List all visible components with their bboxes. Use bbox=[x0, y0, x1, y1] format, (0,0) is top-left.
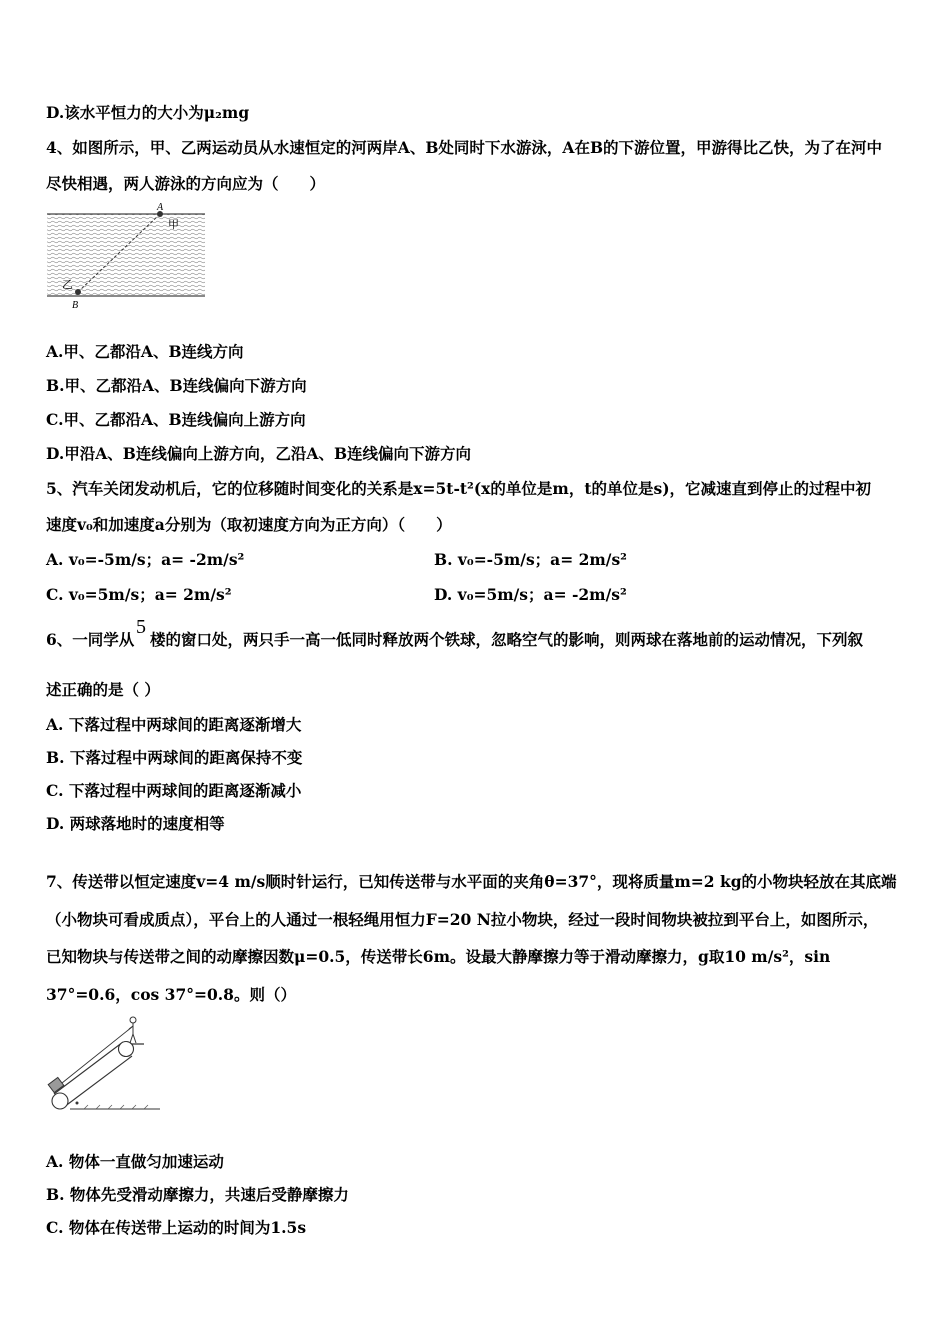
point-b-label: B bbox=[72, 300, 79, 311]
q6-floor-number: 5 bbox=[136, 616, 146, 638]
q4-option-b: B.甲、乙都沿A、B连线偏向下游方向 bbox=[46, 376, 307, 395]
q7-option-c: C. 物体在传送带上运动的时间为1.5s bbox=[46, 1218, 307, 1237]
yi-label: 乙 bbox=[62, 278, 73, 291]
q7-stem-line2: （小物块可看成质点），平台上的人通过一根轻绳用恒力F=20 N拉小物块，经过一段时间物块被拉到平台上，如图所示， bbox=[46, 910, 879, 929]
q3-option-d: D.该水平恒力的大小为μ₂mg bbox=[46, 103, 250, 122]
point-a-label: A bbox=[157, 202, 164, 213]
q4-option-c: C.甲、乙都沿A、B连线偏向上游方向 bbox=[46, 410, 306, 429]
q7-option-a: A. 物体一直做匀加速运动 bbox=[46, 1152, 224, 1171]
small-block bbox=[48, 1077, 64, 1092]
belt-top-strand bbox=[54, 1042, 123, 1094]
q4-stem-line1: 4、如图所示，甲、乙两运动员从水速恒定的河两岸A、B处同时下水游泳，A在B的下游位置，甲游得比乙快，为了在河中 bbox=[46, 138, 883, 157]
conveyor-figure bbox=[44, 1012, 164, 1114]
river-figure bbox=[44, 200, 209, 312]
q6-stem-line1-a: 6、一同学从 bbox=[46, 630, 135, 649]
q7-stem-line1: 7、传送带以恒定速度v=4 m/s顺时针运行，已知传送带与水平面的夹角θ=37°，现将质量m=2 kg的小物块轻放在其底端 bbox=[46, 872, 897, 891]
q4-stem-line2: 尽快相遇，两人游泳的方向应为（ ） bbox=[46, 174, 326, 193]
axle-dot bbox=[76, 1102, 79, 1105]
q4-option-a: A.甲、乙都沿A、B连线方向 bbox=[46, 342, 244, 361]
q5-option-a: A. v₀=-5m/s；a= -2m/s² bbox=[46, 550, 245, 569]
person-on-platform bbox=[129, 1017, 136, 1043]
q5-option-d: D. v₀=5m/s；a= -2m/s² bbox=[434, 585, 627, 604]
q6-option-d: D. 两球落地时的速度相等 bbox=[46, 814, 225, 833]
q5-stem-line2: 速度v₀和加速度a分别为（取初速度方向为正方向）（ ） bbox=[46, 515, 452, 534]
q7-stem-line3: 已知物块与传送带之间的动摩擦因数μ=0.5，传送带长6m。设最大静摩擦力等于滑动摩擦力，g取10 m/s²，sin bbox=[46, 947, 831, 966]
top-pulley bbox=[119, 1042, 134, 1057]
q5-option-c: C. v₀=5m/s；a= 2m/s² bbox=[46, 585, 232, 604]
q6-option-a: A. 下落过程中两球间的距离逐渐增大 bbox=[46, 715, 302, 734]
ground-hatching bbox=[84, 1105, 148, 1109]
q6-option-b: B. 下落过程中两球间的距离保持不变 bbox=[46, 748, 303, 767]
q7-option-b: B. 物体先受滑动摩擦力，共速后受静摩擦力 bbox=[46, 1185, 349, 1204]
q6-stem-line2: 述正确的是（ ） bbox=[46, 680, 160, 699]
q6-stem-line1-b: 楼的窗口处，两只手一高一低同时释放两个铁球，忽略空气的影响，则两球在落地前的运动情况，下列叙 bbox=[150, 630, 864, 649]
q5-option-b: B. v₀=-5m/s；a= 2m/s² bbox=[434, 550, 627, 569]
bottom-pulley bbox=[52, 1093, 68, 1109]
q6-option-c: C. 下落过程中两球间的距离逐渐减小 bbox=[46, 781, 302, 800]
q7-stem-line4: 37°=0.6，cos 37°=0.8。则（） bbox=[46, 985, 296, 1004]
belt-bottom-strand bbox=[64, 1056, 132, 1107]
q4-option-d: D.甲沿A、B连线偏向上游方向，乙沿A、B连线偏向下游方向 bbox=[46, 444, 472, 463]
q5-stem-line1: 5、汽车关闭发动机后，它的位移随时间变化的关系是x=5t-t²(x的单位是m，t的单位是s)，它减速直到停止的过程中初 bbox=[46, 479, 872, 498]
swimmer-yi-marker bbox=[75, 289, 81, 295]
jia-label: 甲 bbox=[168, 218, 179, 231]
